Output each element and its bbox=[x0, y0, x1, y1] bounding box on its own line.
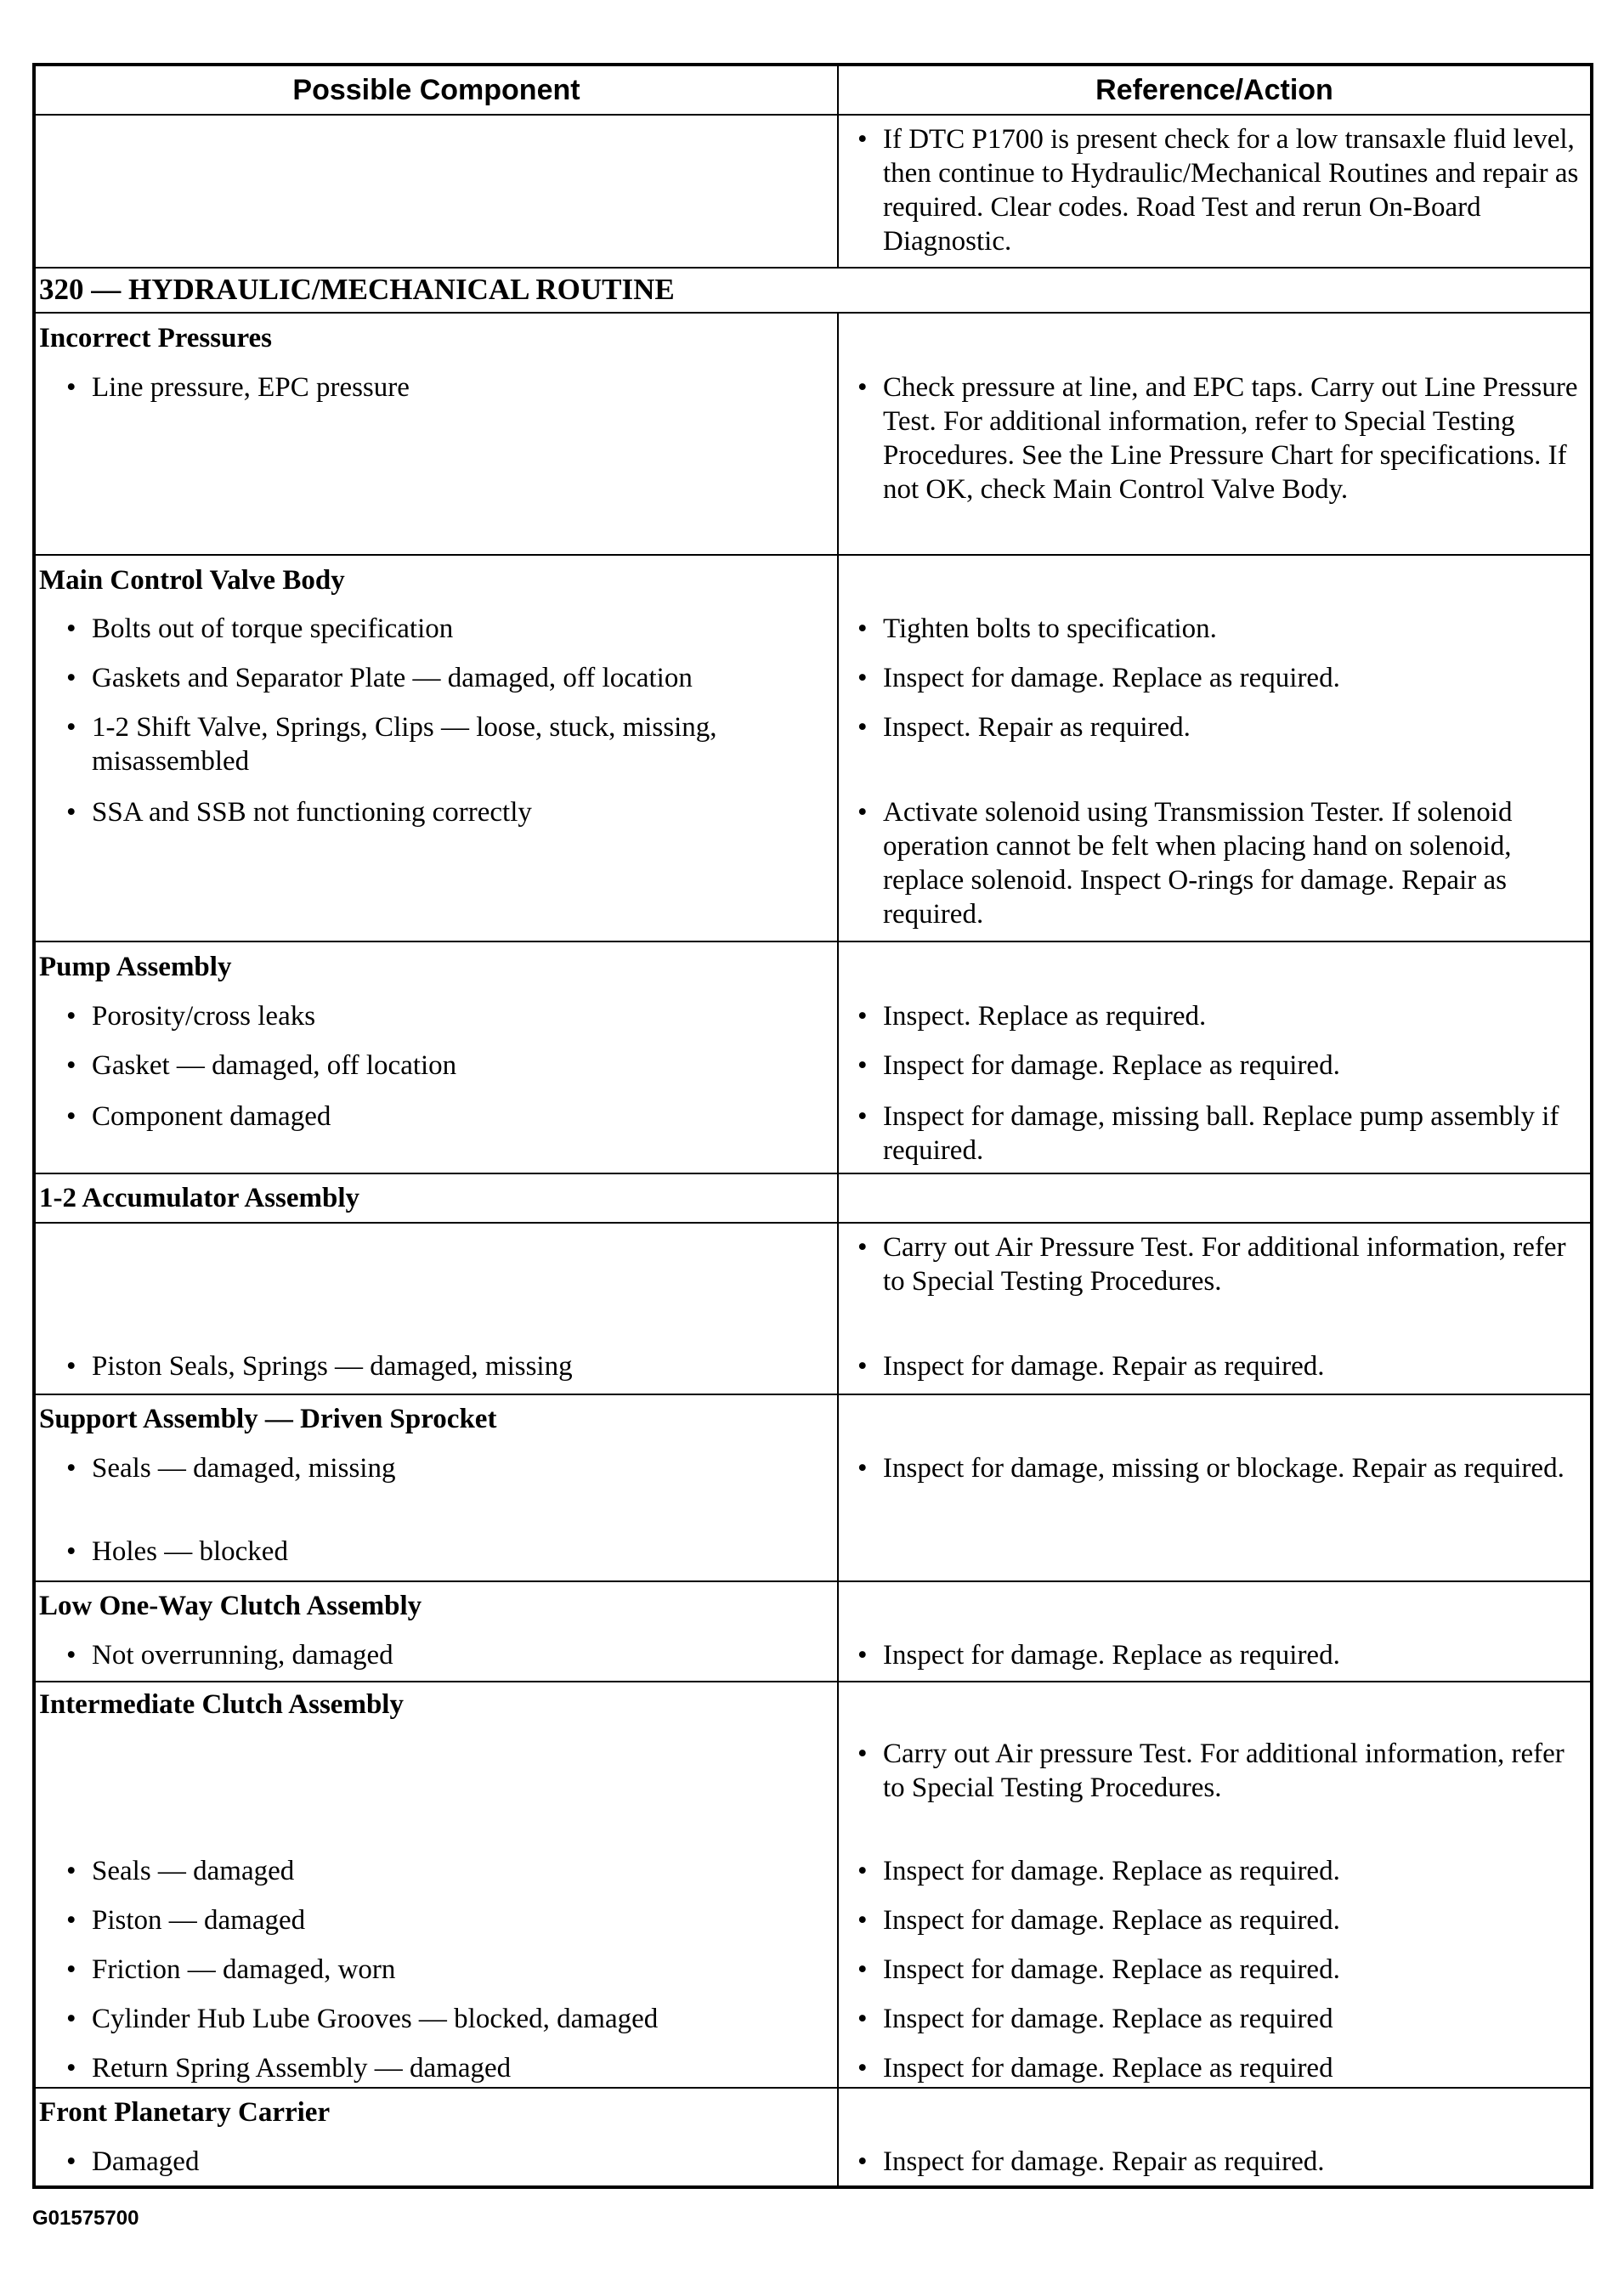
component-item: • Piston — damaged bbox=[92, 1903, 823, 1937]
action-item: • Tighten bolts to specification. bbox=[883, 612, 1588, 646]
component-item: • Gaskets and Separator Plate — damaged, off location bbox=[92, 661, 823, 695]
row-rule bbox=[36, 554, 1590, 556]
group-title-low-owc: Low One-Way Clutch Assembly bbox=[39, 1591, 422, 1621]
component-item: • Damaged bbox=[92, 2145, 823, 2179]
action-item: • Inspect for damage. Repair as required. bbox=[883, 2145, 1588, 2179]
action-item: • Inspect. Repair as required. bbox=[883, 710, 1588, 744]
action-item: • Inspect. Replace as required. bbox=[883, 999, 1588, 1033]
row-rule bbox=[36, 1580, 1590, 1582]
component-item: • Porosity/cross leaks bbox=[92, 999, 823, 1033]
action-item: • Inspect for damage. Replace as required. bbox=[883, 1903, 1588, 1937]
row-rule bbox=[36, 1681, 1590, 1682]
column-divider bbox=[837, 314, 839, 2189]
action-item: • Inspect for damage. Replace as required. bbox=[883, 1049, 1588, 1083]
component-item: • SSA and SSB not functioning correctly bbox=[92, 795, 823, 829]
column-header-action: Reference/Action bbox=[1095, 74, 1333, 106]
row-rule bbox=[36, 312, 1590, 314]
action-item: • Inspect for damage. Repair as required. bbox=[883, 1349, 1588, 1383]
action-item: • Carry out Air pressure Test. For additional information, refer to Special Testing Procedures. bbox=[883, 1737, 1588, 1805]
action-item: • Inspect for damage. Replace as required bbox=[883, 2002, 1588, 2036]
row-rule bbox=[36, 941, 1590, 942]
action-item: • Inspect for damage. Replace as required. bbox=[883, 1953, 1588, 1987]
component-item: • Friction — damaged, worn bbox=[92, 1953, 823, 1987]
action-item: • Inspect for damage. Replace as required. bbox=[883, 1638, 1588, 1672]
row-rule bbox=[36, 267, 1590, 269]
component-item: • Seals — damaged bbox=[92, 1854, 823, 1888]
component-item: • Gasket — damaged, off location bbox=[92, 1049, 823, 1083]
group-title-accumulator: 1-2 Accumulator Assembly bbox=[39, 1183, 360, 1213]
row-rule bbox=[36, 2087, 1590, 2089]
action-item: • Inspect for damage, missing or blockage. Repair as required. bbox=[883, 1451, 1588, 1485]
figure-id: G01575700 bbox=[32, 2207, 139, 2230]
column-header-component: Possible Component bbox=[292, 74, 580, 106]
row-rule bbox=[36, 1394, 1590, 1395]
action-item: • Inspect for damage. Replace as required bbox=[883, 2051, 1588, 2085]
group-title-main-control: Main Control Valve Body bbox=[39, 565, 345, 596]
component-item: • Line pressure, EPC pressure bbox=[92, 370, 823, 404]
component-item: • Component damaged bbox=[92, 1100, 823, 1134]
component-item: • Not overrunning, damaged bbox=[92, 1638, 823, 1672]
diagnostic-table bbox=[32, 63, 1593, 2189]
row-rule bbox=[36, 1173, 1590, 1174]
component-item: • 1-2 Shift Valve, Springs, Clips — loose, stuck, missing, misassembled bbox=[92, 710, 789, 778]
action-item: • Inspect for damage. Replace as required. bbox=[883, 661, 1588, 695]
intro-action: • If DTC P1700 is present check for a low transaxle fluid level, then continue to Hydraulic/Mechanical Routines and repair as required. Clear codes. Road Test and rerun On-Board Diagnostic. bbox=[883, 122, 1588, 258]
action-item: • Check pressure at line, and EPC taps. Carry out Line Pressure Test. For additional information, refer to Special Testing Procedures. See the Line Pressure Chart for specifications. If not OK, check Main Control Valve Body. bbox=[883, 370, 1588, 506]
group-title-front-planetary: Front Planetary Carrier bbox=[39, 2097, 331, 2128]
row-rule bbox=[36, 1222, 1590, 1224]
component-item: • Return Spring Assembly — damaged bbox=[92, 2051, 823, 2085]
component-item: • Bolts out of torque specification bbox=[92, 612, 823, 646]
header-rule bbox=[36, 114, 1590, 116]
action-item: • Activate solenoid using Transmission Tester. If solenoid operation cannot be felt when placing hand on solenoid, replace solenoid. Inspect O-rings for damage. Repair as required. bbox=[883, 795, 1588, 931]
section-title: 320 — HYDRAULIC/MECHANICAL ROUTINE bbox=[39, 273, 675, 306]
component-item: • Holes — blocked bbox=[92, 1535, 823, 1569]
action-item: • Carry out Air Pressure Test. For additional information, refer to Special Testing Procedures. bbox=[883, 1230, 1588, 1298]
component-item: • Cylinder Hub Lube Grooves — blocked, damaged bbox=[92, 2002, 823, 2036]
action-item: • Inspect for damage, missing ball. Replace pump assembly if required. bbox=[883, 1100, 1588, 1168]
group-title-pump: Pump Assembly bbox=[39, 952, 232, 982]
group-title-support: Support Assembly — Driven Sprocket bbox=[39, 1404, 497, 1434]
component-item: • Piston Seals, Springs — damaged, missing bbox=[92, 1349, 823, 1383]
group-title-intermediate: Intermediate Clutch Assembly bbox=[39, 1689, 404, 1720]
action-item: • Inspect for damage. Replace as required. bbox=[883, 1854, 1588, 1888]
group-title-incorrect-pressures: Incorrect Pressures bbox=[39, 323, 273, 353]
component-item: • Seals — damaged, missing bbox=[92, 1451, 823, 1485]
